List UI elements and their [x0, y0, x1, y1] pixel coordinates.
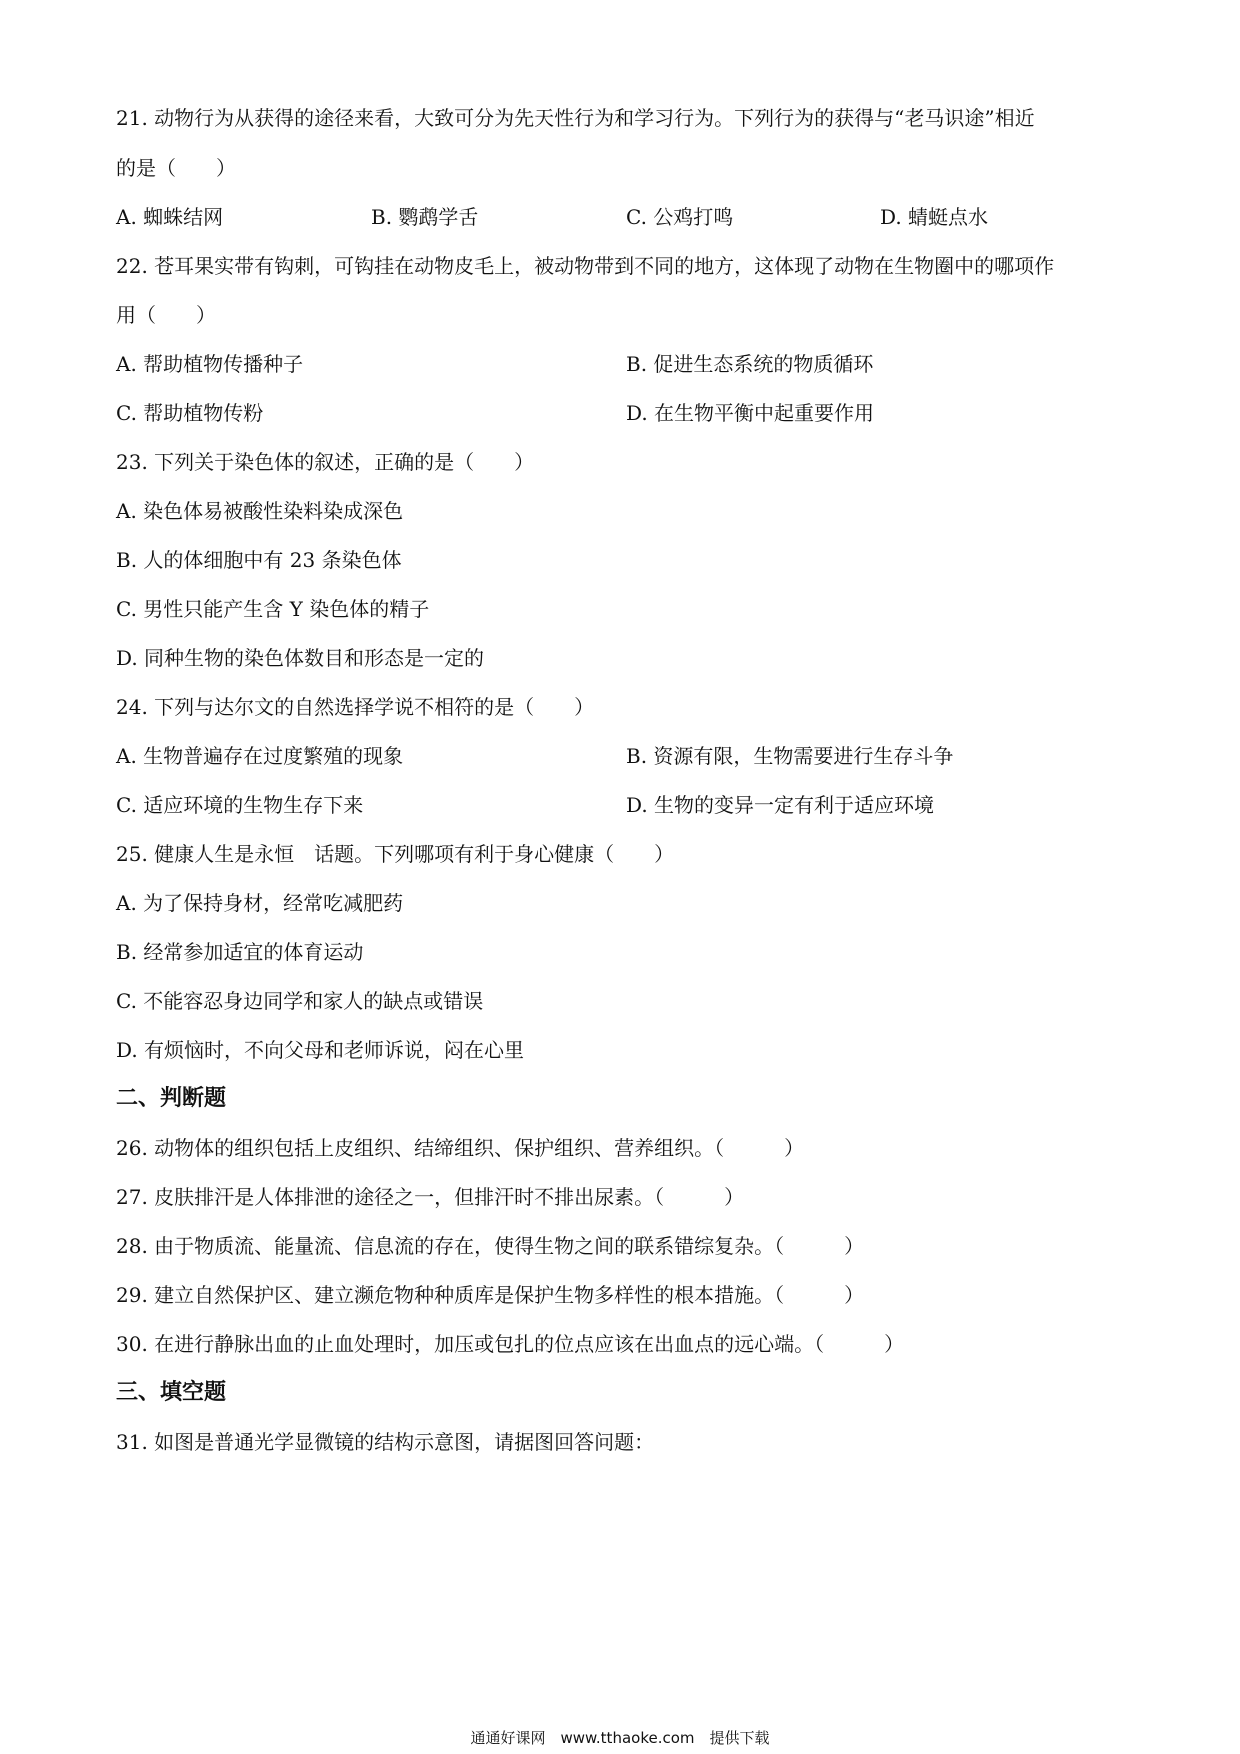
- q25-option-c: C. 不能容忍身边同学和家人的缺点或错误: [116, 989, 484, 1013]
- q24-stem: 24. 下列与达尔文的自然选择学说不相符的是（ ）: [116, 695, 595, 719]
- q22-option-b: B. 促进生态系统的物质循环: [626, 352, 874, 376]
- q23-option-d: D. 同种生物的染色体数目和形态是一定的: [116, 646, 485, 670]
- q23-option-b: B. 人的体细胞中有 23 条染色体: [116, 548, 402, 572]
- q22-stem-line2: 用（ ）: [116, 303, 216, 327]
- section3-title: 三、填空题: [116, 1380, 227, 1405]
- q26-statement: 26. 动物体的组织包括上皮组织、结缔组织、保护组织、营养组织。（ ）: [116, 1136, 805, 1160]
- q25-option-a: A. 为了保持身材，经常吃减肥药: [116, 891, 404, 915]
- q21-option-c: C. 公鸡打鸣: [626, 205, 734, 229]
- q24-option-b: B. 资源有限，生物需要进行生存斗争: [626, 744, 954, 768]
- q31-stem: 31. 如图是普通光学显微镜的结构示意图，请据图回答问题：: [116, 1430, 655, 1454]
- q25-stem: 25. 健康人生是永恒 话题。下列哪项有利于身心健康（ ）: [116, 842, 675, 866]
- q21-stem-line1: 21. 动物行为从获得的途径来看，大致可分为先天性行为和学习行为。下列行为的获得与“老马识途”相近: [116, 106, 1035, 130]
- q23-option-c: C. 男性只能产生含 Y 染色体的精子: [116, 597, 430, 621]
- page-footer: 通通好课网 www.tthaoke.com 提供下载: [470, 1729, 770, 1747]
- q23-stem: 23. 下列关于染色体的叙述，正确的是（ ）: [116, 450, 535, 474]
- q30-statement: 30. 在进行静脉出血的止血处理时，加压或包扎的位点应该在出血点的远心端。（ ）: [116, 1332, 905, 1356]
- q27-statement: 27. 皮肤排汗是人体排泄的途径之一，但排汗时不排出尿素。（ ）: [116, 1185, 745, 1209]
- q25-option-b: B. 经常参加适宜的体育运动: [116, 940, 364, 964]
- q22-option-d: D. 在生物平衡中起重要作用: [626, 401, 875, 425]
- q22-option-a: A. 帮助植物传播种子: [116, 352, 304, 376]
- q22-option-c: C. 帮助植物传粉: [116, 401, 264, 425]
- q21-option-a: A. 蜘蛛结网: [116, 205, 224, 229]
- q24-option-d: D. 生物的变异一定有利于适应环境: [626, 793, 935, 817]
- q22-stem-line1: 22. 苍耳果实带有钩刺，可钩挂在动物皮毛上，被动物带到不同的地方，这体现了动物在生物圈中的哪项作: [116, 254, 1055, 278]
- q28-statement: 28. 由于物质流、能量流、信息流的存在，使得生物之间的联系错综复杂。（ ）: [116, 1234, 865, 1258]
- q21-option-d: D. 蜻蜓点水: [880, 205, 989, 229]
- q21-option-b: B. 鹦鹉学舌: [371, 205, 479, 229]
- section2-title: 二、判断题: [116, 1086, 227, 1111]
- q23-option-a: A. 染色体易被酸性染料染成深色: [116, 499, 404, 523]
- q21-stem-line2: 的是（ ）: [116, 156, 236, 180]
- q29-statement: 29. 建立自然保护区、建立濒危物种种质库是保护生物多样性的根本措施。（ ）: [116, 1283, 865, 1307]
- q24-option-c: C. 适应环境的生物生存下来: [116, 793, 364, 817]
- q25-option-d: D. 有烦恼时，不向父母和老师诉说，闷在心里: [116, 1038, 525, 1062]
- q24-option-a: A. 生物普遍存在过度繁殖的现象: [116, 744, 404, 768]
